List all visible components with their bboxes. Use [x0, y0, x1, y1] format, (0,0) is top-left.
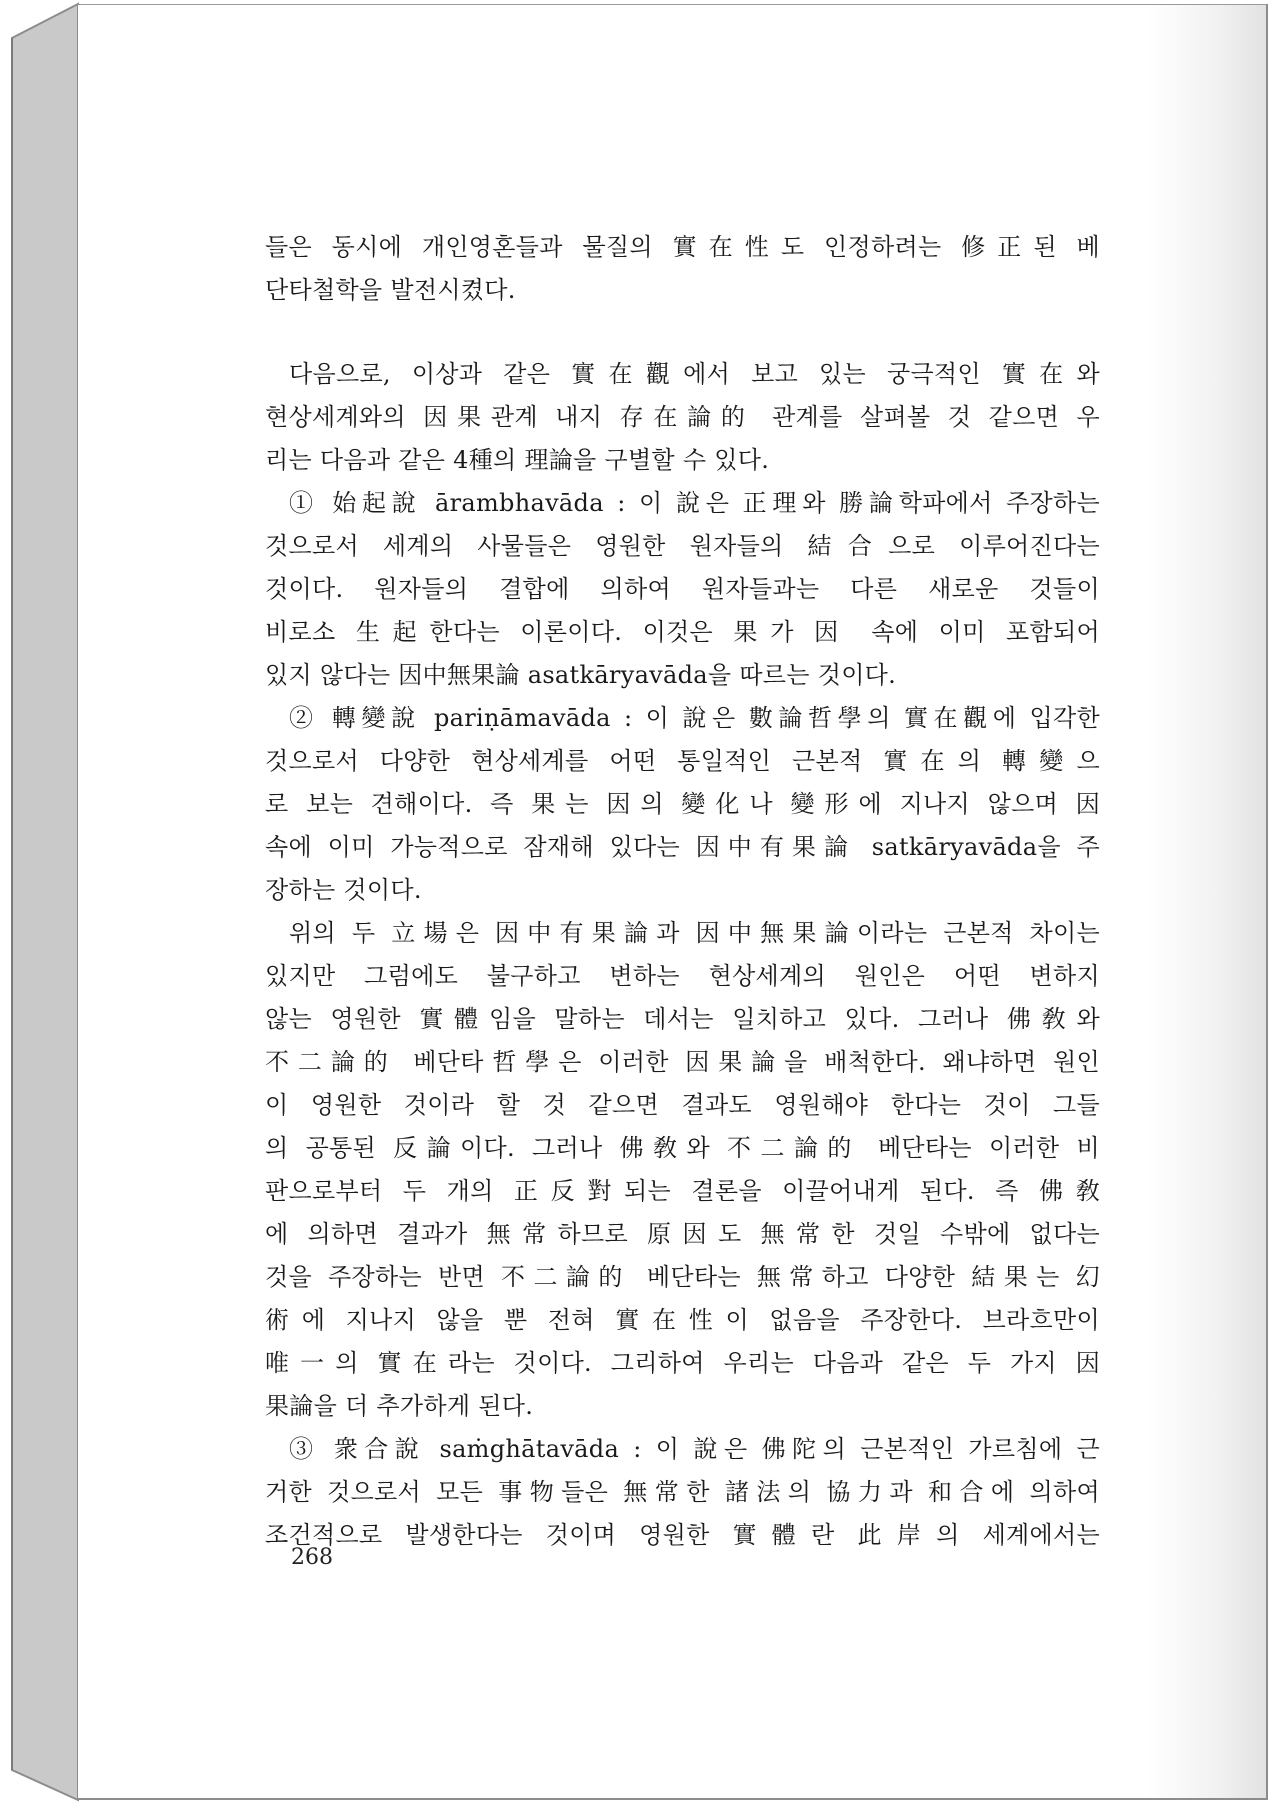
text-line: 이 영원한 것이라 할 것 같으면 결과도 영원해야 한다는 것이 그들 [265, 1091, 1100, 1119]
paragraph-gap [265, 312, 1100, 353]
page-number: 268 [291, 1545, 333, 1570]
text-line: 단타철학을 발전시켰다. [265, 276, 516, 304]
text-line: 거한 것으로서 모든 事物들은 無常한 諸法의 協力과 和合에 의하여 [265, 1478, 1100, 1506]
text-line: ① 始起說 ārambhavāda : 이 說은 正理와 勝論학파에서 주장하는 [289, 489, 1100, 517]
text-line: 현상세계와의 因果관계 내지 存在論的 관계를 살펴볼 것 같으면 우 [265, 403, 1100, 431]
text-line: 것으로서 세계의 사물들은 영원한 원자들의 結合으로 이루어진다는 [265, 532, 1100, 560]
text-line: 조건적으로 발생한다는 것이며 영원한 實體란 此岸의 세계에서는 [265, 1521, 1100, 1549]
text-line: 비로소 生起한다는 이론이다. 이것은 果가 因 속에 이미 포함되어 [265, 618, 1100, 646]
text-line: 판으로부터 두 개의 正反對되는 결론을 이끌어내게 된다. 즉 佛敎 [265, 1177, 1100, 1205]
text-line: 것이다. 원자들의 결합에 의하여 원자들과는 다른 새로운 것들이 [265, 575, 1100, 603]
text-line: ③ 衆合說 saṁghātavāda : 이 說은 佛陀의 근본적인 가르침에 근 [289, 1435, 1100, 1463]
text-line: 것으로서 다양한 현상세계를 어떤 통일적인 근본적 實在의 轉變으 [265, 747, 1100, 775]
text-line: 있지 않다는 因中無果論 asatkāryavāda을 따르는 것이다. [265, 661, 897, 689]
text-line: 唯一의 實在라는 것이다. 그리하여 우리는 다음과 같은 두 가지 因 [265, 1349, 1100, 1377]
text-line: 들은 동시에 개인영혼들과 물질의 實在性도 인정하려는 修正된 베 [265, 233, 1100, 261]
text-line: 에 의하면 결과가 無常하므로 原因도 無常한 것일 수밖에 없다는 [265, 1220, 1100, 1248]
page-body-text [265, 226, 1100, 1557]
text-line: 다음으로, 이상과 같은 實在觀에서 보고 있는 궁극적인 實在와 [289, 360, 1100, 388]
text-line: 不二論的 베단타哲學은 이러한 因果論을 배척한다. 왜냐하면 원인 [265, 1048, 1100, 1076]
text-line: ② 轉變說 pariṇāmavāda : 이 說은 數論哲學의 實在觀에 입각한 [289, 704, 1100, 732]
text-line: 것을 주장하는 반면 不二論的 베단타는 無常하고 다양한 結果는 幻 [265, 1263, 1100, 1291]
text-line: 果論을 더 추가하게 된다. [265, 1392, 534, 1420]
text-line: 속에 이미 가능적으로 잠재해 있다는 因中有果論 satkāryavāda을 주 [265, 833, 1100, 861]
text-line: 로 보는 견해이다. 즉 果는 因의 變化나 變形에 지나지 않으며 因 [265, 790, 1100, 818]
text-line: 위의 두 立場은 因中有果論과 因中無果論이라는 근본적 차이는 [289, 919, 1100, 947]
text-line: 의 공통된 反論이다. 그러나 佛敎와 不二論的 베단타는 이러한 비 [265, 1134, 1100, 1162]
text-line: 장하는 것이다. [265, 876, 422, 904]
text-line: 않는 영원한 實體임을 말하는 데서는 일치하고 있다. 그러나 佛敎와 [265, 1005, 1100, 1033]
text-line: 術에 지나지 않을 뿐 전혀 實在性이 없음을 주장한다. 브라흐만이 [265, 1306, 1100, 1334]
text-line: 리는 다음과 같은 4種의 理論을 구별할 수 있다. [265, 446, 770, 474]
text-line: 있지만 그럼에도 불구하고 변하는 현상세계의 원인은 어떤 변하지 [265, 962, 1100, 990]
